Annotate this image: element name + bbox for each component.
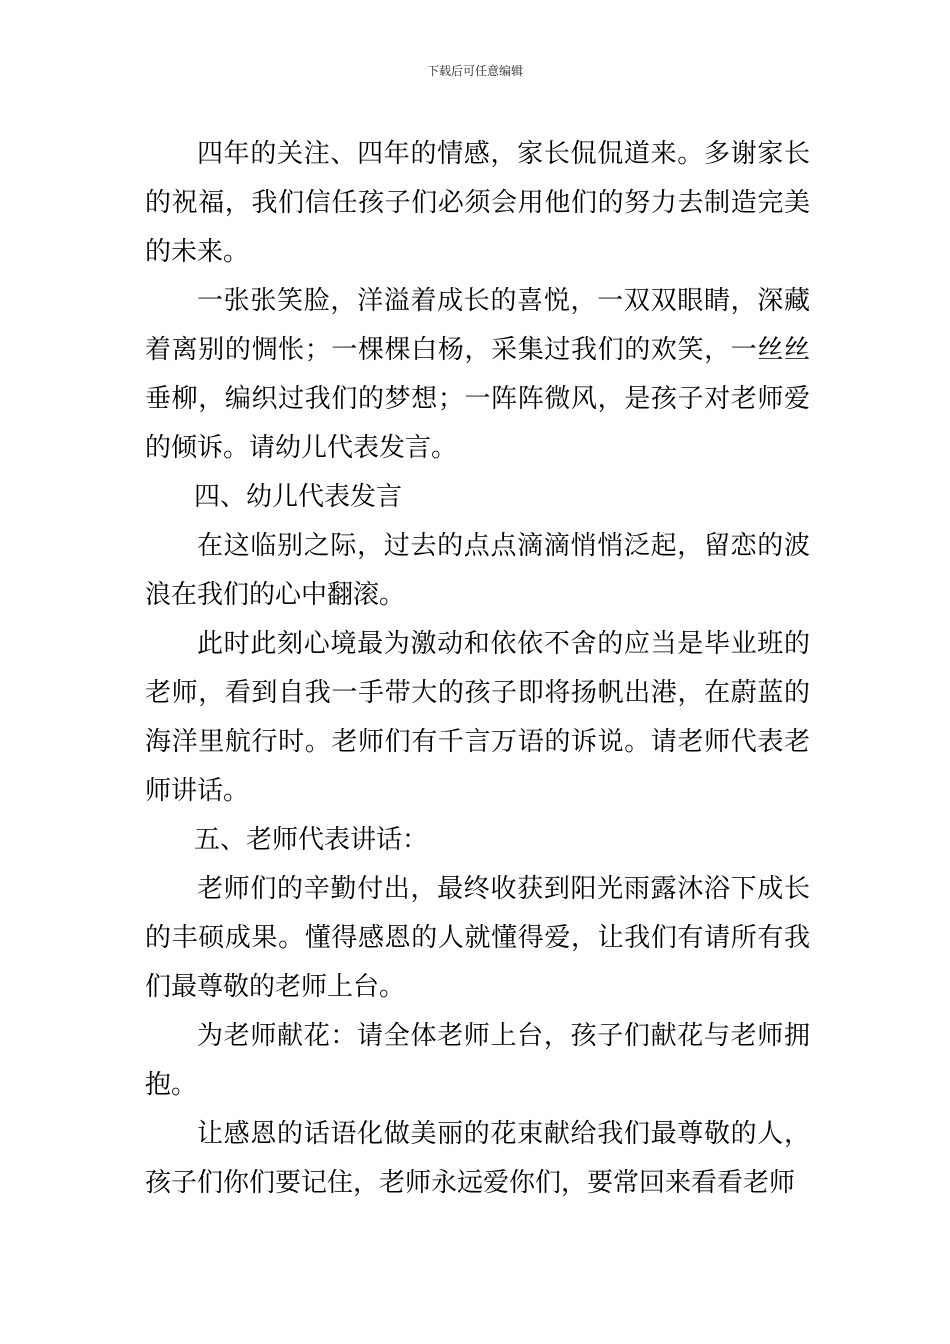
paragraph-parent-blessing: 四年的关注、四年的情感，家长侃侃道来。多谢家长的祝福，我们信任孩子们必须会用他们的努力去制造完美的未来。 <box>145 139 810 267</box>
paragraph-flower-presentation: 为老师献花：请全体老师上台，孩子们献花与老师拥抱。 <box>145 1021 810 1100</box>
paragraph-teacher-gratitude: 老师们的辛勤付出，最终收获到阳光雨露沐浴下成长的丰硕成果。懂得感恩的人就懂得爱，让我们有请所有我们最尊敬的老师上台。 <box>145 874 810 1002</box>
paragraph-parting-moment: 在这临别之际，过去的点点滴滴悄悄泛起，留恋的波浪在我们的心中翻滚。 <box>145 531 810 610</box>
paragraph-teacher-intro: 此时此刻心境最为激动和依依不舍的应当是毕业班的老师，看到自我一手带大的孩子即将扬帆出港，在蔚蓝的海洋里航行时。老师们有千言万语的诉说。请老师代表老师讲话。 <box>145 629 810 806</box>
paragraph-farewell-scene: 一张张笑脸，洋溢着成长的喜悦，一双双眼睛，深藏着离别的惆怅；一棵棵白杨，采集过我们的欢笑，一丝丝垂柳，编织过我们的梦想；一阵阵微风，是孩子对老师爱的倾诉。请幼儿代表发言。 <box>145 286 810 463</box>
paragraph-thanks-words: 让感恩的话语化做美丽的花束献给我们最尊敬的人，孩子们你们要记住，老师永远爱你们，要常回来看看老师 <box>145 1119 810 1198</box>
document-body <box>145 130 810 1208</box>
section-heading-child-speech: 四、幼儿代表发言 <box>194 482 403 512</box>
page-header: 下载后可任意编辑 <box>426 64 523 78</box>
section-heading-teacher-speech: 五、老师代表讲话： <box>194 825 429 855</box>
